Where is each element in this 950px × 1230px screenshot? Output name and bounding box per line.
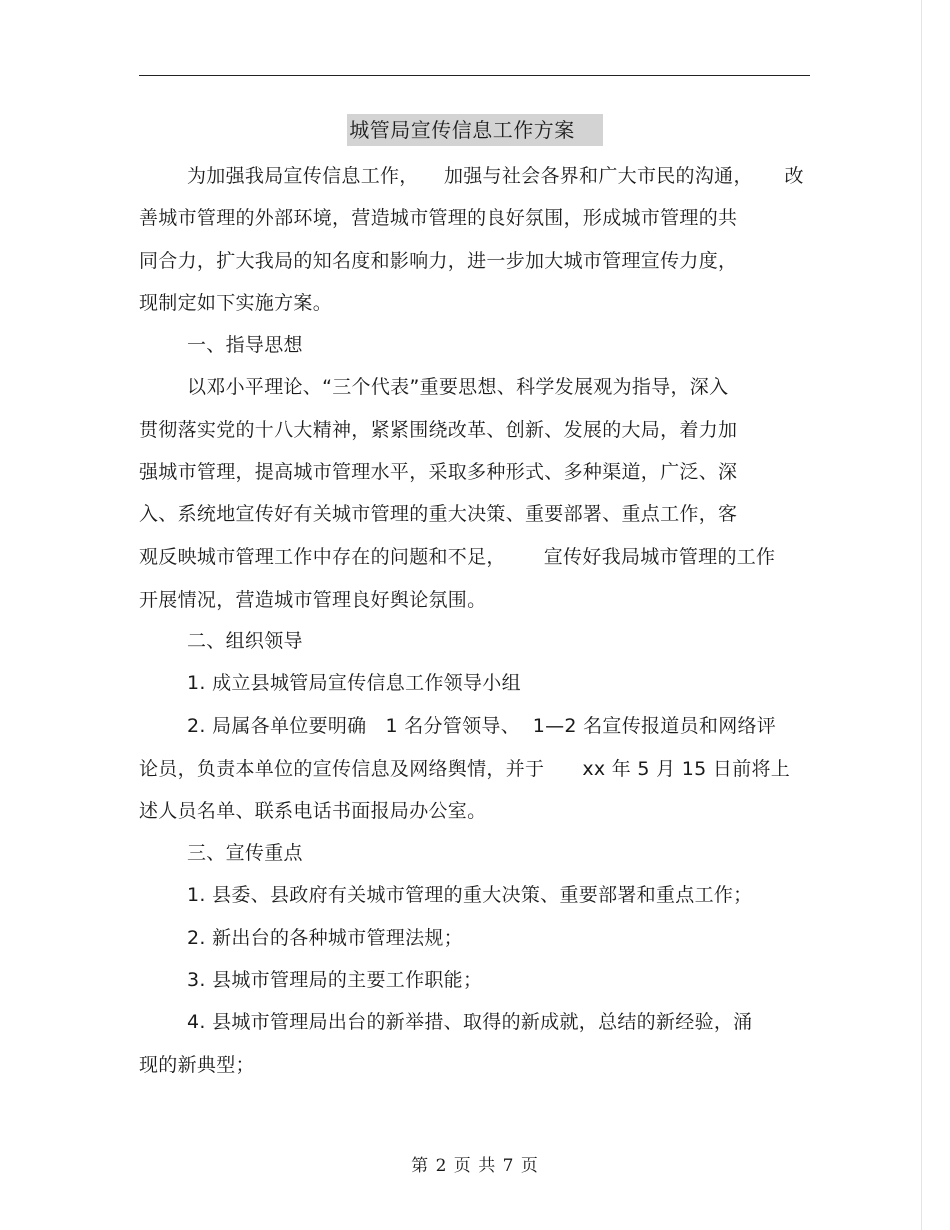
body-line: 观反映城市管理工作中存在的问题和不足， 宣传好我局城市管理的工作 bbox=[139, 546, 776, 568]
list-item: 2. 局属各单位要明确 1 名分管领导、 1—2 名宣传报道员和网络评 bbox=[187, 715, 777, 737]
body-line: 善城市管理的外部环境，营造城市管理的良好氛围，形成城市管理的共 bbox=[139, 207, 738, 229]
section-heading: 一、指导思想 bbox=[187, 334, 303, 356]
body-line: 现的新典型； bbox=[139, 1054, 255, 1076]
header-rule bbox=[139, 75, 810, 76]
body-line: 为加强我局宣传信息工作， 加强与社会各界和广大市民的沟通， 改 bbox=[187, 165, 804, 187]
body-line: 论员，负责本单位的宣传信息及网络舆情，并于 xx 年 5 月 15 日前将上 bbox=[139, 758, 791, 780]
body-line: 入、系统地宣传好有关城市管理的重大决策、重要部署、重点工作，客 bbox=[139, 503, 738, 525]
list-item: 2. 新出台的各种城市管理法规； bbox=[187, 927, 463, 949]
body-line: 开展情况，营造城市管理良好舆论氛围。 bbox=[139, 589, 487, 611]
list-item: 3. 县城市管理局的主要工作职能； bbox=[187, 969, 483, 991]
section-heading: 二、组织领导 bbox=[187, 630, 303, 652]
list-item: 1. 成立县城管局宣传信息工作领导小组 bbox=[187, 672, 521, 694]
title-container bbox=[0, 114, 950, 146]
body-line: 同合力，扩大我局的知名度和影响力，进一步加大城市管理宣传力度， bbox=[139, 250, 738, 272]
page-number-footer: 第 2 页 共 7 页 bbox=[411, 1156, 539, 1176]
body-line: 强城市管理，提高城市管理水平，采取多种形式、多种渠道，广泛、深 bbox=[139, 461, 738, 483]
body-line: 以邓小平理论、“三个代表”重要思想、科学发展观为指导，深入 bbox=[187, 376, 729, 398]
document-title: 城管局宣传信息工作方案 bbox=[347, 114, 603, 146]
section-heading: 三、宣传重点 bbox=[187, 842, 303, 864]
list-item: 1. 县委、县政府有关城市管理的重大决策、重要部署和重点工作； bbox=[187, 884, 753, 906]
body-line: 述人员名单、联系电话书面报局办公室。 bbox=[139, 800, 487, 822]
body-line: 现制定如下实施方案。 bbox=[139, 292, 333, 314]
body-line: 贯彻落实党的十八大精神，紧紧围绕改革、创新、发展的大局，着力加 bbox=[139, 419, 738, 441]
page-edge-line bbox=[921, 0, 922, 1230]
list-item: 4. 县城市管理局出台的新举措、取得的新成就，总结的新经验，涌 bbox=[187, 1011, 753, 1033]
